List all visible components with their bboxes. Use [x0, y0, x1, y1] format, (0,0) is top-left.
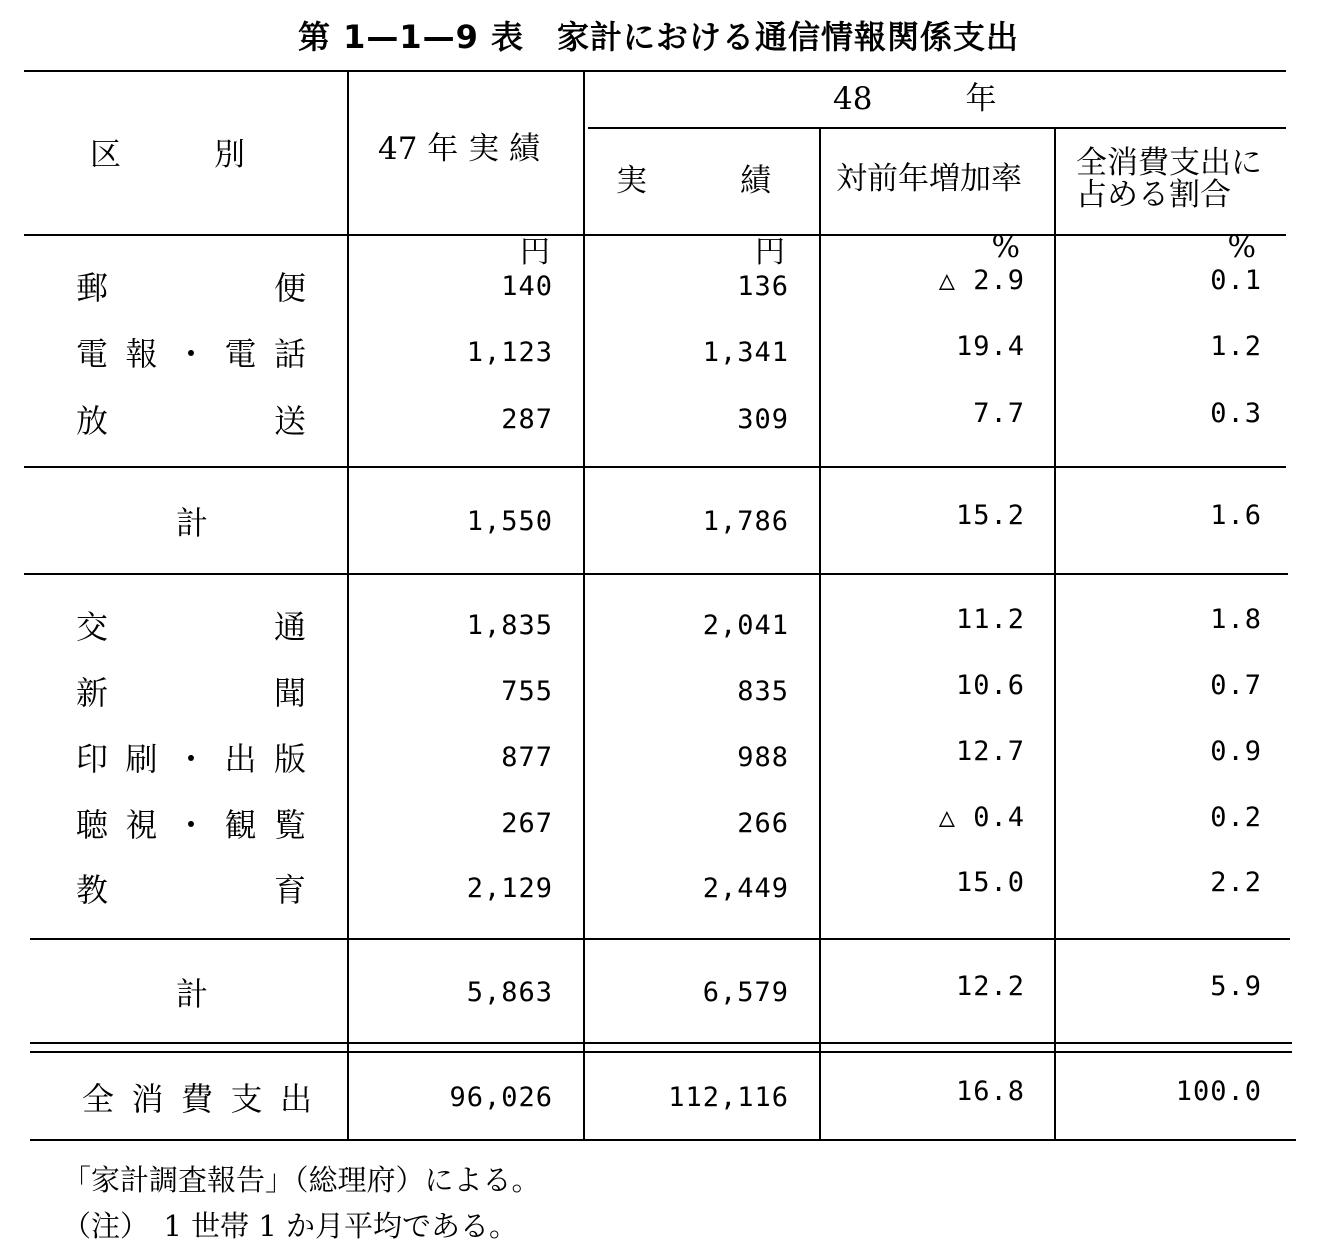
table-title: 第 1—1—9 表 家計における通信情報関係支出 — [297, 18, 1020, 56]
cell-share: 100.0 — [1175, 1076, 1262, 1107]
cell-year48: 136 — [737, 271, 789, 302]
cell-year48: 266 — [737, 808, 789, 839]
header-actual: 実 績 — [616, 163, 771, 199]
cell-growth: 11.2 — [955, 604, 1025, 635]
cell-share: 1.8 — [1210, 604, 1262, 635]
cell-growth: 16.8 — [955, 1076, 1025, 1107]
cell-year47: 267 — [501, 808, 553, 839]
row-label: 印 刷 ・ 出 版 — [76, 740, 306, 778]
cell-growth: △ 0.4 — [938, 802, 1025, 833]
header-bottom-rule — [24, 234, 1286, 236]
row-label: 計 — [176, 504, 209, 542]
cell-growth: △ 2.9 — [938, 265, 1025, 296]
group2-bottom-rule — [30, 938, 1290, 940]
header-growth-rate: 対前年増加率 — [836, 161, 1022, 197]
bottom-rule — [30, 1139, 1296, 1141]
group1-bottom-rule — [24, 466, 1286, 468]
cell-year47: 755 — [501, 676, 553, 707]
source-note: 「家計調査報告」（総理府）による。 — [62, 1163, 541, 1197]
cell-year47: 1,550 — [466, 506, 553, 537]
unit-year47: 円 — [520, 235, 550, 270]
header-category: 区 別 — [90, 137, 245, 173]
row-label: 聴 視 ・ 観 覧 — [76, 806, 306, 844]
unit-actual: 円 — [755, 235, 785, 270]
cell-year48: 309 — [737, 404, 789, 435]
cell-growth: 19.4 — [955, 331, 1025, 362]
cell-year47: 877 — [501, 742, 553, 773]
cell-year48: 2,041 — [702, 610, 789, 641]
header-share-line2: 占める割合 — [1076, 177, 1231, 213]
footnote: （注） 1 世帯 1 か月平均である。 — [62, 1209, 519, 1243]
row-label: 新 聞 — [76, 674, 306, 712]
cell-year48: 988 — [737, 742, 789, 773]
row-label: 全 消 費 支 出 — [82, 1080, 312, 1118]
cell-year47: 140 — [501, 271, 553, 302]
cell-year47: 287 — [501, 404, 553, 435]
row-label: 郵 便 — [76, 269, 306, 307]
cell-share: 5.9 — [1210, 971, 1262, 1002]
cell-year47: 96,026 — [449, 1082, 553, 1113]
cell-share: 1.2 — [1210, 331, 1262, 362]
subtotal2-double-rule-bottom — [30, 1051, 1292, 1053]
cell-growth: 15.2 — [955, 500, 1025, 531]
cell-share: 1.6 — [1210, 500, 1262, 531]
unit-growth: % — [991, 230, 1020, 265]
cell-year48: 1,786 — [702, 506, 789, 537]
top-rule — [24, 70, 1286, 72]
subtotal2-double-rule-top — [30, 1042, 1292, 1044]
cell-growth: 12.7 — [955, 736, 1025, 767]
cell-growth: 10.6 — [955, 670, 1025, 701]
cell-growth: 7.7 — [973, 398, 1025, 429]
subtotal1-bottom-rule — [24, 573, 1288, 575]
cell-year47: 1,123 — [466, 337, 553, 368]
cell-share: 0.2 — [1210, 802, 1262, 833]
cell-year47: 2,129 — [466, 873, 553, 904]
cell-share: 0.9 — [1210, 736, 1262, 767]
cell-year48: 1,341 — [702, 337, 789, 368]
row-label: 交 通 — [76, 608, 306, 646]
cell-year48: 112,116 — [668, 1082, 789, 1113]
header-year47: 47 年 実 績 — [378, 131, 541, 167]
cell-growth: 12.2 — [955, 971, 1025, 1002]
cell-year48: 835 — [737, 676, 789, 707]
row-label: 計 — [176, 975, 209, 1013]
cell-share: 0.1 — [1210, 265, 1262, 296]
cell-share: 0.7 — [1210, 670, 1262, 701]
cell-year47: 5,863 — [466, 977, 553, 1008]
cell-year47: 1,835 — [466, 610, 553, 641]
cell-share: 0.3 — [1210, 398, 1262, 429]
row-label: 電 報 ・ 電 話 — [76, 335, 306, 373]
cell-year48: 6,579 — [702, 977, 789, 1008]
year48-subrule — [588, 127, 1286, 129]
unit-share: % — [1227, 230, 1256, 265]
cell-share: 2.2 — [1210, 867, 1262, 898]
row-label: 教 育 — [76, 871, 306, 909]
header-year48-group: 48 年 — [833, 81, 997, 117]
cell-growth: 15.0 — [955, 867, 1025, 898]
header-share-line1: 全消費支出に — [1076, 145, 1262, 181]
row-label: 放 送 — [76, 402, 306, 440]
cell-year48: 2,449 — [702, 873, 789, 904]
